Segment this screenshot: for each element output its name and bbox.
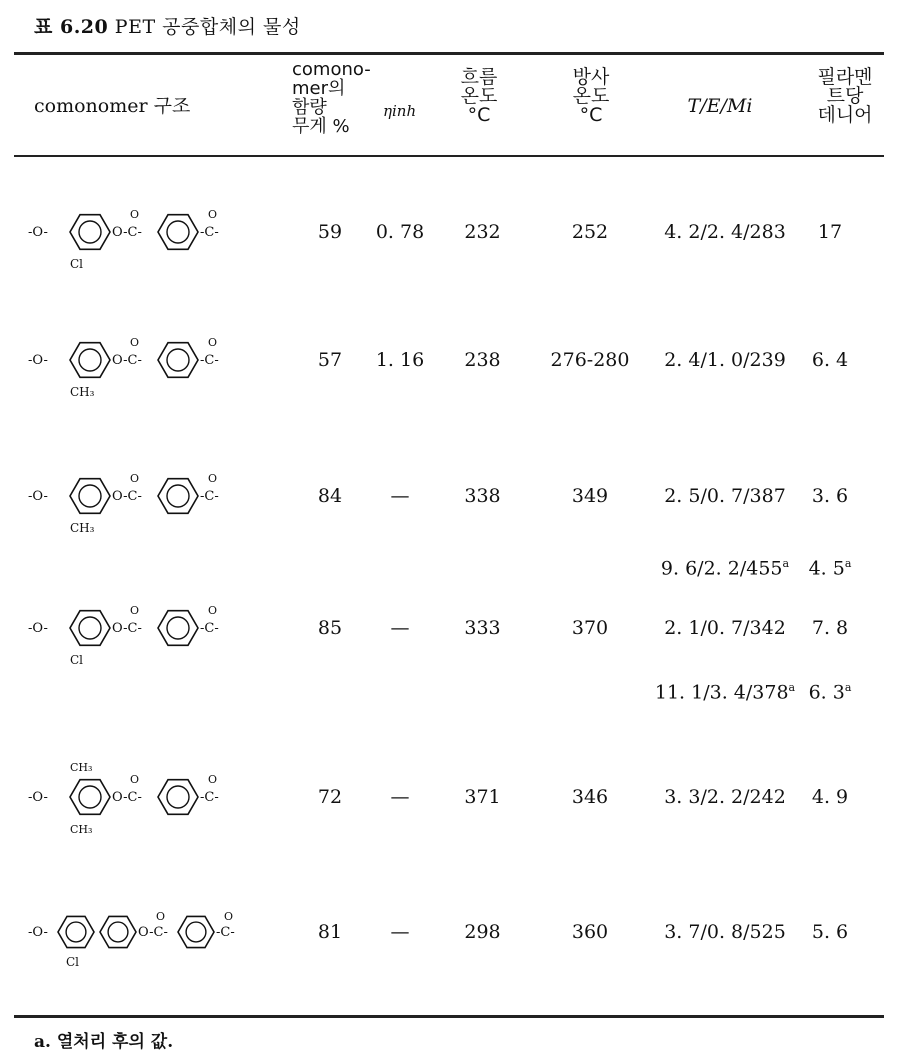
svg-text:CH₃: CH₃ — [70, 521, 95, 535]
spin-temp-value: 360 — [571, 921, 609, 943]
svg-text:-C-: -C- — [216, 925, 235, 940]
tem-value: 2. 1/0. 7/342 — [664, 617, 786, 639]
denier-value: 4. 9 — [811, 786, 849, 808]
comonomer-structure-drawing — [28, 320, 268, 400]
comonomer-structure — [28, 320, 268, 400]
denier-value: 6. 4 — [811, 349, 849, 371]
flow-temp-value: 333 — [464, 617, 501, 639]
svg-text:Cl: Cl — [70, 653, 84, 667]
inherent-viscosity-value: — — [390, 617, 410, 639]
content-value: 72 — [317, 786, 343, 808]
svg-text:-O-: -O- — [28, 621, 48, 636]
flow-temp-value: 232 — [464, 221, 501, 243]
svg-text:O: O — [208, 336, 218, 349]
tem-value: 2. 4/1. 0/239 — [664, 349, 786, 371]
spin-temp-value: 252 — [571, 221, 609, 243]
svg-text:O: O — [208, 472, 218, 485]
comonomer-structure-drawing — [28, 456, 268, 536]
header-denier: 필라멘 트당 데니어 — [817, 66, 873, 126]
tem-value: 3. 3/2. 2/242 — [664, 786, 786, 808]
comonomer-structure-drawing — [28, 892, 268, 972]
flow-temp-value: 338 — [464, 485, 501, 507]
header-content: comono- mer의 함량 무게 % — [292, 59, 371, 137]
inherent-viscosity-value: 1. 16 — [375, 349, 425, 371]
table-caption — [34, 12, 301, 39]
comonomer-structure — [28, 892, 268, 972]
svg-text:-O-: -O- — [28, 353, 48, 368]
svg-text:-C-: -C- — [200, 621, 219, 636]
header-structure: comonomer 구조 — [34, 95, 191, 117]
tem-value: 9. 6/2. 2/455$^a$ — [660, 557, 790, 580]
denier-value: 5. 6 — [811, 921, 849, 943]
svg-text:CH₃: CH₃ — [70, 823, 93, 836]
comonomer-structure-drawing — [28, 192, 268, 272]
svg-text:O-C-: O-C- — [112, 489, 142, 504]
svg-text:O: O — [130, 472, 140, 485]
comonomer-structure — [28, 757, 268, 837]
content-value: 57 — [317, 349, 343, 371]
svg-text:CH₃: CH₃ — [70, 385, 95, 399]
flow-temp-value: 371 — [464, 786, 501, 808]
svg-text:O-C-: O-C- — [138, 925, 168, 940]
denier-value: 4. 5$^a$ — [808, 557, 852, 580]
denier-value: 6. 3$^a$ — [808, 681, 852, 704]
header-flow-temp: 흐름 온도 °C — [460, 66, 498, 126]
svg-text:O: O — [208, 773, 218, 786]
inherent-viscosity-value: 0. 78 — [375, 221, 425, 243]
svg-text:-O-: -O- — [28, 925, 48, 940]
spin-temp-value: 349 — [571, 485, 609, 507]
denier-value: 3. 6 — [811, 485, 849, 507]
svg-text:O: O — [224, 910, 234, 923]
flow-temp-value: 238 — [464, 349, 501, 371]
header-spin-temp: 방사 온도 °C — [572, 66, 610, 126]
top-rule — [14, 52, 884, 55]
tem-value: 2. 5/0. 7/387 — [664, 485, 786, 507]
svg-text:O: O — [130, 604, 140, 617]
spin-temp-value: 346 — [571, 786, 609, 808]
svg-text:-O-: -O- — [28, 225, 48, 240]
tem-value: 11. 1/3. 4/378$^a$ — [654, 681, 796, 704]
table-title: PET 공중합체의 물성 — [114, 16, 301, 38]
svg-text:-C-: -C- — [200, 489, 219, 504]
content-value: 84 — [317, 485, 343, 507]
svg-text:O: O — [156, 910, 166, 923]
svg-text:-C-: -C- — [200, 790, 219, 805]
svg-text:O: O — [208, 208, 218, 221]
bottom-rule — [14, 1015, 884, 1018]
svg-text:O-C-: O-C- — [112, 790, 142, 805]
tem-value: 4. 2/2. 4/283 — [664, 221, 786, 243]
svg-text:O: O — [208, 604, 218, 617]
denier-value: 7. 8 — [811, 617, 849, 639]
header-inherent-viscosity: ηinh — [383, 102, 417, 120]
table-number: 표 6.20 — [34, 16, 109, 38]
content-value: 59 — [317, 221, 343, 243]
svg-text:O-C-: O-C- — [112, 353, 142, 368]
svg-text:-O-: -O- — [28, 489, 48, 504]
svg-text:CH₃: CH₃ — [70, 761, 93, 774]
header-rule — [14, 155, 884, 157]
comonomer-structure — [28, 588, 268, 668]
header-tem: T/E/Mi — [687, 95, 753, 117]
content-value: 81 — [317, 921, 343, 943]
svg-text:-C-: -C- — [200, 225, 219, 240]
svg-text:Cl: Cl — [70, 257, 84, 271]
spin-temp-value: 370 — [571, 617, 609, 639]
content-value: 85 — [317, 617, 343, 639]
svg-text:O: O — [130, 773, 140, 786]
inherent-viscosity-value: — — [390, 485, 410, 507]
denier-value: 17 — [817, 221, 843, 243]
inherent-viscosity-value: — — [390, 921, 410, 943]
comonomer-structure-drawing — [28, 757, 268, 837]
spin-temp-value: 276-280 — [550, 349, 630, 371]
svg-text:O-C-: O-C- — [112, 225, 142, 240]
comonomer-structure — [28, 192, 268, 272]
footnote: a. 열처리 후의 값. — [34, 1032, 174, 1052]
svg-text:-O-: -O- — [28, 790, 48, 805]
svg-text:-C-: -C- — [200, 353, 219, 368]
svg-text:Cl: Cl — [66, 955, 80, 969]
comonomer-structure — [28, 456, 268, 536]
flow-temp-value: 298 — [464, 921, 501, 943]
comonomer-structure-drawing — [28, 588, 268, 668]
inherent-viscosity-value: — — [390, 786, 410, 808]
tem-value: 3. 7/0. 8/525 — [664, 921, 786, 943]
svg-text:O-C-: O-C- — [112, 621, 142, 636]
svg-text:O: O — [130, 208, 140, 221]
svg-text:O: O — [130, 336, 140, 349]
